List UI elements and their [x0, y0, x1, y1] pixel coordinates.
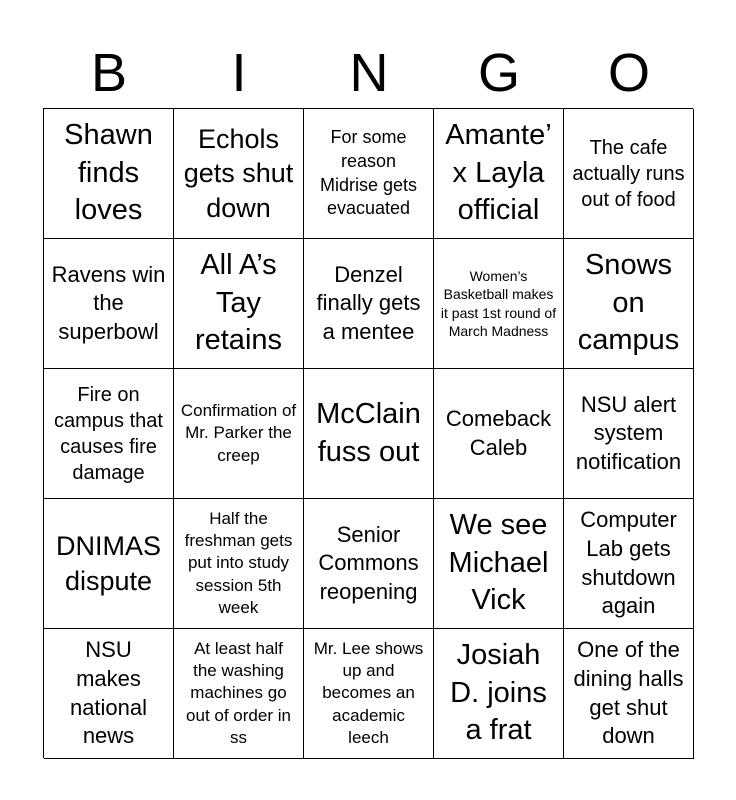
cell-text: Josiah D. joins a frat	[450, 638, 547, 747]
cell-text: Snows on campus	[577, 248, 680, 357]
bingo-cell[interactable]	[44, 369, 174, 499]
bingo-cell[interactable]	[434, 109, 564, 239]
bingo-cell[interactable]	[44, 239, 174, 369]
cell-text: Confirmation of Mr. Parker the creep	[180, 401, 297, 465]
header-letter-i: I	[231, 43, 247, 103]
header-letter-o: O	[607, 43, 650, 103]
header-letter-n: N	[349, 43, 389, 103]
bingo-cell[interactable]	[174, 109, 304, 239]
cell-text: Echols gets shut down	[183, 123, 294, 223]
cell-text: At least half the washing machines go out of order in ss	[186, 639, 291, 747]
bingo-cell[interactable]	[564, 109, 694, 239]
bingo-cell[interactable]	[174, 239, 304, 369]
bingo-cell[interactable]	[174, 629, 304, 759]
bingo-cell[interactable]	[564, 629, 694, 759]
bingo-cell[interactable]	[434, 499, 564, 629]
bingo-header	[44, 40, 694, 106]
header-letter-b: B	[90, 43, 128, 103]
header-letter-g: G	[477, 43, 520, 103]
bingo-cell[interactable]	[304, 109, 434, 239]
bingo-cell[interactable]	[174, 369, 304, 499]
bingo-cell[interactable]	[564, 369, 694, 499]
cell-text: The cafe actually runs out of food	[572, 136, 685, 211]
bingo-cell[interactable]	[304, 239, 434, 369]
bingo-cell[interactable]	[434, 239, 564, 369]
bingo-cell[interactable]	[564, 499, 694, 629]
cell-text: We see Michael Vick	[448, 508, 549, 617]
cell-text: Half the freshman gets put into study session 5th week	[184, 509, 293, 617]
bingo-cell[interactable]	[44, 109, 174, 239]
bingo-board	[43, 108, 693, 758]
cell-text: Women’s Basketball makes it past 1st round of March Madness	[440, 268, 557, 339]
bingo-cell[interactable]	[304, 369, 434, 499]
cell-text: All A’s Tay retains	[194, 248, 283, 357]
bingo-cell[interactable]	[304, 629, 434, 759]
bingo-cell[interactable]	[434, 629, 564, 759]
bingo-cell[interactable]	[434, 369, 564, 499]
cell-text: One of the dining halls get shut down	[573, 637, 684, 749]
cell-text: McClain fuss out	[316, 397, 421, 468]
cell-text: Senior Commons reopening	[318, 521, 419, 604]
cell-text: NSU alert system notification	[575, 391, 682, 474]
cell-text: For some reason Midrise gets evacuated	[319, 127, 418, 219]
bingo-cell[interactable]	[174, 499, 304, 629]
cell-text: DNIMAS dispute	[55, 530, 161, 596]
cell-text: Comeback Caleb	[445, 405, 552, 460]
bingo-cell[interactable]	[44, 629, 174, 759]
cell-text: Computer Lab gets shutdown again	[580, 507, 677, 619]
bingo-cell[interactable]	[44, 499, 174, 629]
bingo-cell[interactable]	[564, 239, 694, 369]
cell-text: Fire on campus that causes fire damage	[54, 383, 163, 484]
cell-text: NSU makes national news	[69, 637, 148, 749]
cell-text: Denzel finally gets a mentee	[316, 261, 421, 344]
cell-text: Shawn finds loves	[64, 118, 153, 227]
cell-text: Ravens win the superbowl	[51, 261, 166, 344]
bingo-cell[interactable]	[304, 499, 434, 629]
cell-text: Mr. Lee shows up and becomes an academic leech	[313, 639, 424, 747]
cell-text: Amante’ x Layla official	[445, 118, 552, 227]
